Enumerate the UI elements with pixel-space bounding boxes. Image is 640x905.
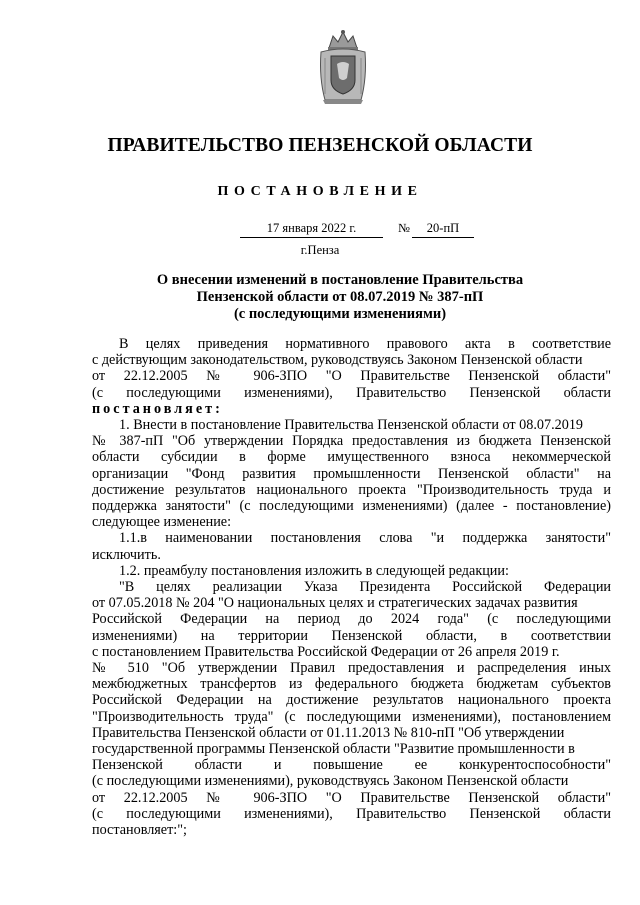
body-line: исключить. — [92, 546, 161, 563]
body-line: достижение результатов национального проекта "Производительность труда и — [92, 481, 611, 498]
body-line: Пензенской области и повышение ее конкурентоспособности" — [92, 757, 611, 774]
document-type: ПОСТАНОВЛЕНИЕ — [217, 184, 423, 199]
body-line: изменениями) на территории Пензенской области, в соответствии — [92, 627, 611, 644]
body-line: Правительства Пензенской области от 01.11.2013 № 810-пП "Об утверждении — [92, 724, 565, 741]
coat-of-arms-icon — [315, 28, 371, 106]
body-line: 1.2. преамбулу постановления изложить в следующей редакции: — [119, 562, 509, 579]
body-line: организации "Фонд развития промышленности Пензенской области" на — [92, 465, 611, 482]
title-line: (с последующими изменениями) — [233, 306, 447, 322]
body-line: "В целях реализации Указа Президента Российской Федерации — [119, 579, 611, 596]
body-line: государственной программы Пензенской области "Развитие промышленности в — [92, 741, 575, 758]
body-line: (с последующими изменениями), Правительство Пензенской области — [92, 384, 611, 401]
document-number: 20-пП — [412, 221, 474, 238]
body-line: № 387-пП "Об утверждении Порядка предоставления из бюджета Пензенской — [92, 433, 611, 450]
body-line: следующее изменение: — [92, 514, 232, 531]
body-line: от 22.12.2005 № 906-ЗПО "О Правительстве Пензенской области" — [92, 789, 611, 806]
body-line: "Производительность труда" (с последующими изменениями), постановлением — [92, 708, 611, 725]
body-line: от 07.05.2018 № 204 "О национальных целях и стратегических задачах развития — [92, 595, 578, 612]
document-body — [92, 336, 611, 838]
title-line: Пензенской области от 08.07.2019 № 387-пП — [196, 289, 484, 305]
body-line: (с последующими изменениями), Правительство Пензенской области — [92, 805, 611, 822]
body-line-decree: постановляет: — [92, 400, 223, 417]
body-line: 1. Внести в постановление Правительства Пензенской области от 08.07.2019 — [119, 417, 584, 434]
document-date: 17 января 2022 г. — [240, 221, 383, 238]
document-city: г.Пенза — [300, 243, 340, 257]
body-line: с действующим законодательством, руководствуясь Законом Пензенской области — [92, 352, 583, 369]
body-line: Российской Федерации на достижение результатов национального проекта — [92, 692, 611, 709]
body-line: с постановлением Правительства Российской Федерации от 26 апреля 2019 г. — [92, 643, 560, 660]
body-line: В целях приведения нормативного правового акта в соответствие — [119, 336, 611, 352]
document-title — [0, 272, 640, 323]
body-line: Российской Федерации на период до 2024 года" (с последующими — [92, 611, 611, 628]
body-line: (с последующими изменениями), руководствуясь Законом Пензенской области — [92, 773, 569, 790]
body-line: 1.1.в наименовании постановления слова "и поддержка занятости" — [119, 530, 611, 547]
body-line: поддержка занятости" (с последующими изменениями) (далее - постановление) — [92, 498, 611, 515]
body-line: № 510 "Об утверждении Правил предоставления и распределения иных — [92, 660, 611, 677]
body-line: межбюджетных трансфертов из федерального бюджета бюджетам субъектов — [92, 676, 611, 693]
organization-name: ПРАВИТЕЛЬСТВО ПЕНЗЕНСКОЙ ОБЛАСТИ — [107, 135, 533, 156]
title-line: О внесении изменений в постановление Правительства — [156, 272, 524, 288]
body-line: области субсидии в форме имущественного взноса некоммерческой — [92, 449, 611, 466]
number-sign: № — [398, 221, 410, 235]
body-line: постановляет:"; — [92, 822, 187, 839]
body-line: от 22.12.2005 № 906-ЗПО "О Правительстве Пензенской области" — [92, 368, 611, 385]
